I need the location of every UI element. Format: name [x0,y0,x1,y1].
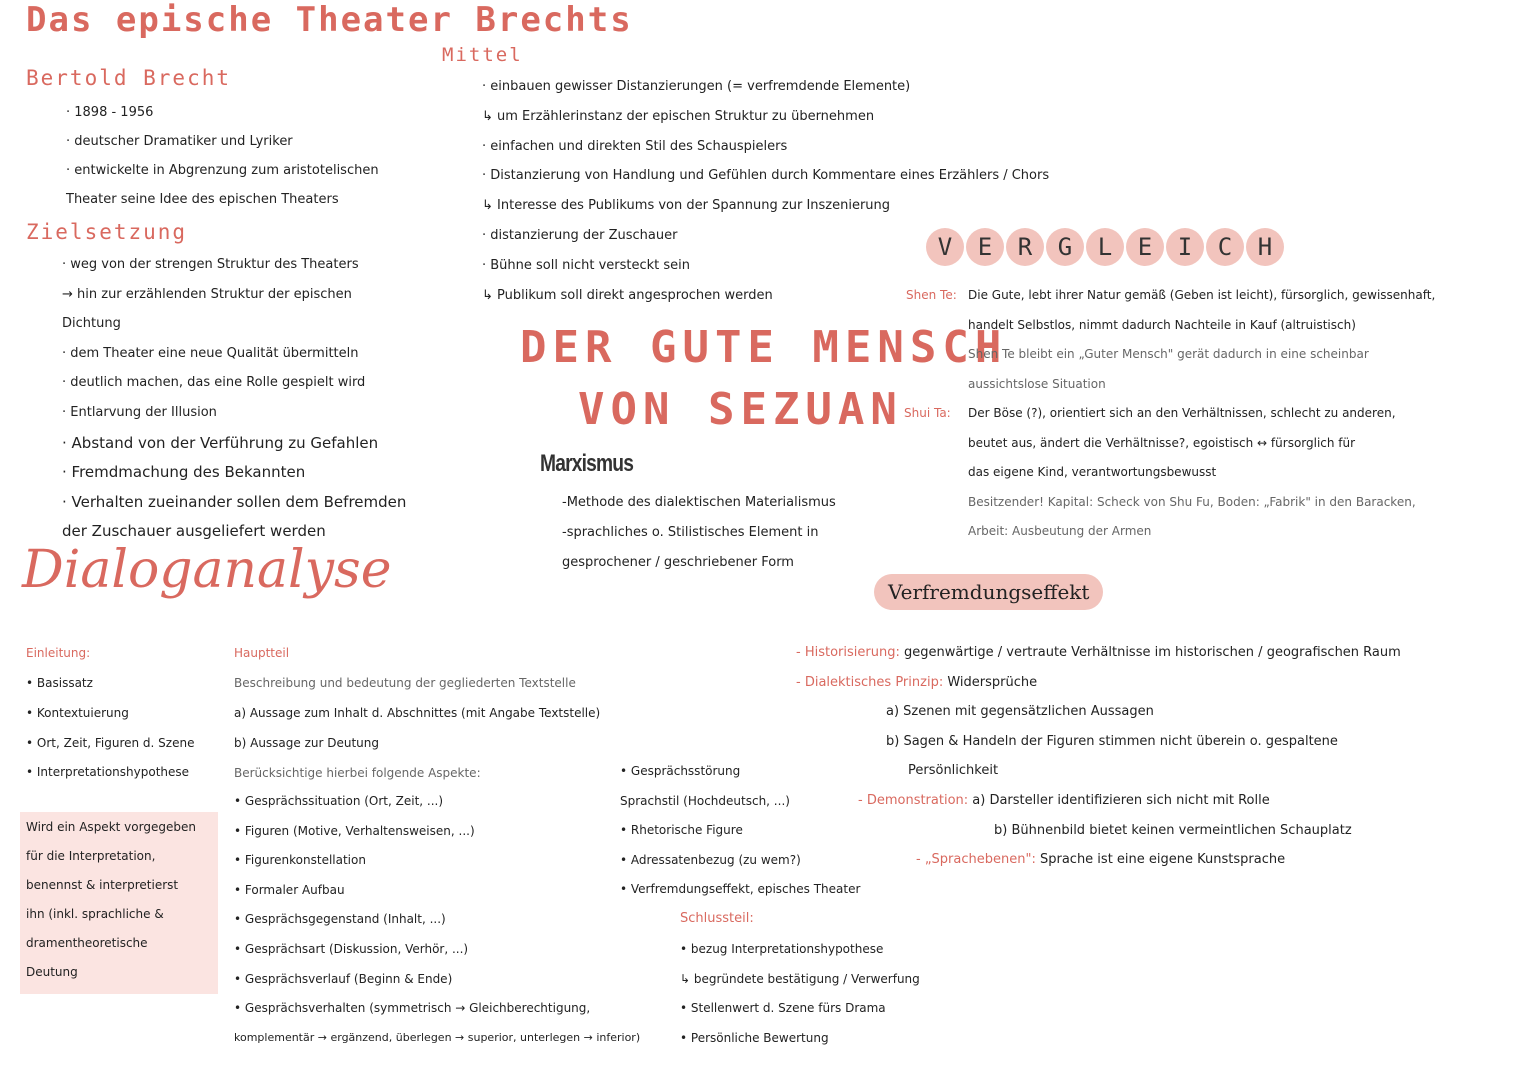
verfremdung-item [796,851,1401,881]
aspekt-item: • Gesprächsverhalten (symmetrisch → Gleichberechtigung, [234,1001,591,1016]
schluss-item: • Stellenwert d. Szene fürs Drama [680,1001,886,1016]
verfremdung-text: gegenwärtige / vertraute Verhältnisse im historischen / geografischen Raum [899,645,1401,660]
verfremdung-item [796,644,1401,674]
verfremdung-text: b) Bühnenbild bietet keinen vermeintlichen Schauplatz [994,822,1352,838]
vergleich-letter: G [1046,228,1084,266]
verfremdung-text: Sprache ist eine eigene Kunstsprache [1035,852,1286,868]
schlussteil-list [680,940,920,1058]
shen-line-grey: Shen Te bleibt ein „Guter Mensch" gerät dadurch in eine scheinbar [968,347,1369,362]
aspekt-item: • Gesprächsart (Diskussion, Verhör, ...) [234,941,469,956]
aspekt-item: komplementär → ergänzend, überlegen → superior, unterlegen → inferior) [234,1030,641,1044]
vergleich-letter: V [926,228,964,266]
marx-item: -Methode des dialektischen Materialismus [562,495,836,510]
note-line: für die Interpretation, [26,849,156,863]
shui-line-grey: Arbeit: Ausbeutung der Armen [968,524,1152,539]
mittel-item: · Distanzierung von Handlung und Gefühlen durch Kommentare eines Erzählers / Chors [482,168,1050,184]
verfremdung-item [796,674,1401,704]
note-box [20,812,218,994]
vergleich-letter: R [1006,228,1044,266]
aspekt-item: • Adressatenbezug (zu wem?) [620,852,801,867]
verfremdung-list [796,644,1401,881]
einleitung-item: • Ort, Zeit, Figuren d. Szene [26,735,195,750]
aspekt-item: • Figuren (Motive, Verhaltensweisen, ...) [234,823,475,838]
schluss-item: • bezug Interpretationshypothese [680,942,884,956]
note-line: ihn (inkl. sprachliche & [26,907,164,921]
marxismus-heading: Marxismus [540,450,634,477]
brecht-heading: Bertold Brecht [26,66,232,90]
verfremdung-label: - Historisierung: [796,645,900,660]
shen-te-text [968,286,1435,404]
verfremdung-text: Persönlichkeit [908,763,999,779]
verfremdung-label: - „Sprachebenen": [916,852,1036,868]
aspekte-list-1 [234,792,640,1058]
brecht-list [66,104,379,220]
aspekte-intro: Berücksichtige hierbei folgende Aspekte: [234,766,481,780]
mittel-item: ↳ um Erzählerinstanz der epischen Struktur zu übernehmen [482,108,875,124]
brecht-item: · deutscher Dramatiker und Lyriker [66,134,293,149]
vergleich-heading [926,228,1284,266]
verfremdung-heading: Verfremdungseffekt [874,574,1103,610]
shui-ta-label: Shui Ta: [904,406,951,420]
einleitung-item: • Kontextuierung [26,705,129,720]
page-title: Das epische Theater Brechts [26,0,633,40]
mittel-item: · distanzierung der Zuschauer [482,227,678,243]
verfremdung-text: a) Szenen mit gegensätzlichen Aussagen [886,704,1154,720]
vergleich-letter: I [1166,228,1204,266]
zielsetzung-heading: Zielsetzung [26,220,188,244]
zielsetzung-list [62,256,406,552]
schluss-item: • Persönliche Bewertung [680,1030,829,1045]
brecht-item: · entwickelte in Abgrenzung zum aristotelischen [66,163,379,178]
shui-line: Der Böse (?), orientiert sich an den Verhältnissen, schlecht zu anderen, [968,406,1396,420]
note-line: benennst & interpretierst [26,878,179,892]
aspekt-item: • Figurenkonstellation [234,853,366,868]
shui-line-grey: Besitzender! Kapital: Scheck von Shu Fu, Boden: „Fabrik" in den Baracken, [968,494,1416,509]
shui-ta-text [968,404,1416,552]
ziel-item: Dichtung [62,316,121,332]
vergleich-letter: E [966,228,1004,266]
ziel-item: → hin zur erzählenden Struktur der epischen [62,286,352,302]
verfremdung-item [796,733,1401,763]
verfremdung-text: a) Darsteller identifizieren sich nicht mit Rolle [968,792,1270,808]
aspekt-item: • Verfremdungseffekt, episches Theater [620,882,861,897]
mittel-item: ↳ Interesse des Publikums von der Spannung zur Inszenierung [482,198,891,214]
verfremdung-item [796,703,1401,733]
aspekt-item: • Gesprächsverlauf (Beginn & Ende) [234,971,453,986]
note-line: Wird ein Aspekt vorgegeben [26,820,196,834]
verfremdung-item [796,792,1401,822]
marxismus-list [562,494,836,584]
einleitung-item: • Basissatz [26,676,93,690]
schlussteil-label: Schlussteil: [680,911,754,926]
play-title-line1: DER GUTE MENSCH [520,322,1008,373]
verfremdung-item [796,822,1401,852]
aspekt-item: • Gesprächssituation (Ort, Zeit, ...) [234,794,444,808]
aspekt-item: • Gesprächsgegenstand (Inhalt, ...) [234,912,446,927]
ziel-item: · Fremdmachung des Bekannten [62,463,306,482]
shen-line: handelt Selbstlos, nimmt dadurch Nachteile in Kauf (altruistisch) [968,317,1356,332]
verfremdung-text: b) Sagen & Handeln der Figuren stimmen nicht überein o. gespaltene [886,733,1338,749]
mittel-item: · einfachen und direkten Stil des Schauspielers [482,138,788,154]
marx-item: -sprachliches o. Stilistisches Element in [562,525,819,540]
aspekt-item: Sprachstil (Hochdeutsch, ...) [620,793,790,808]
hauptteil-item: a) Aussage zum Inhalt d. Abschnittes (mit Angabe Textstelle) [234,706,601,720]
hauptteil-label: Hauptteil [234,646,290,660]
aspekt-item: • Gesprächsstörung [620,764,741,778]
hauptteil-item: b) Aussage zur Deutung [234,736,380,750]
mittel-list [482,78,1049,316]
dialoganalyse-heading: Dialoganalyse [22,540,392,600]
shui-line: beutet aus, ändert die Verhältnisse?, egoistisch ↔ fürsorglich für [968,435,1356,450]
mittel-item: · einbauen gewisser Distanzierungen (= verfremdende Elemente) [482,79,911,94]
vergleich-letter: E [1126,228,1164,266]
ziel-item: · Abstand von der Verführung zu Gefahlen [62,433,379,452]
shen-te-label: Shen Te: [906,288,957,302]
shen-line: Die Gute, lebt ihrer Natur gemäß (Geben ist leicht), fürsorglich, gewissenhaft, [968,288,1436,302]
verfremdung-label: - Dialektisches Prinzip: [796,674,944,690]
verfremdung-text: Widersprüche [943,674,1038,690]
ziel-item: · weg von der strengen Struktur des Theaters [62,257,359,272]
ziel-item: der Zuschauer ausgeliefert werden [62,522,326,541]
note-line: dramentheoretische [26,936,148,950]
verfremdung-label: - Demonstration: [858,792,969,808]
ziel-item: · Verhalten zueinander sollen dem Befremden [62,492,407,511]
marx-item: gesprochener / geschriebener Form [562,555,794,570]
hauptteil-description: Beschreibung und bedeutung der gegliederten Textstelle [234,676,576,690]
aspekt-item: • Rhetorische Figure [620,823,743,838]
einleitung-label: Einleitung: [26,646,91,660]
ziel-item: · dem Theater eine neue Qualität übermitteln [62,345,359,361]
brecht-item: · 1898 - 1956 [66,105,154,120]
vergleich-letter: H [1246,228,1284,266]
vergleich-letter: L [1086,228,1124,266]
mittel-item: · Bühne soll nicht versteckt sein [482,257,691,273]
aspekte-list-2 [620,762,860,910]
verfremdung-item [796,762,1401,792]
schluss-item: ↳ begründete bestätigung / Verwerfung [680,971,920,986]
play-title-line2: VON SEZUAN [578,384,903,435]
shen-line-grey: aussichtslose Situation [968,376,1106,391]
mittel-item: ↳ Publikum soll direkt angesprochen werden [482,287,773,303]
brecht-item: Theater seine Idee des epischen Theaters [66,192,339,207]
aspekt-item: • Formaler Aufbau [234,882,345,897]
ziel-item: · deutlich machen, das eine Rolle gespielt wird [62,375,366,391]
hauptteil-list [234,704,600,764]
einleitung-list [26,674,194,793]
einleitung-item: • Interpretationshypothese [26,765,190,780]
mittel-heading: Mittel [442,44,523,66]
vergleich-letter: C [1206,228,1244,266]
ziel-item: · Entlarvung der Illusion [62,404,217,420]
shui-line: das eigene Kind, verantwortungsbewusst [968,465,1217,480]
note-line: Deutung [26,965,78,979]
